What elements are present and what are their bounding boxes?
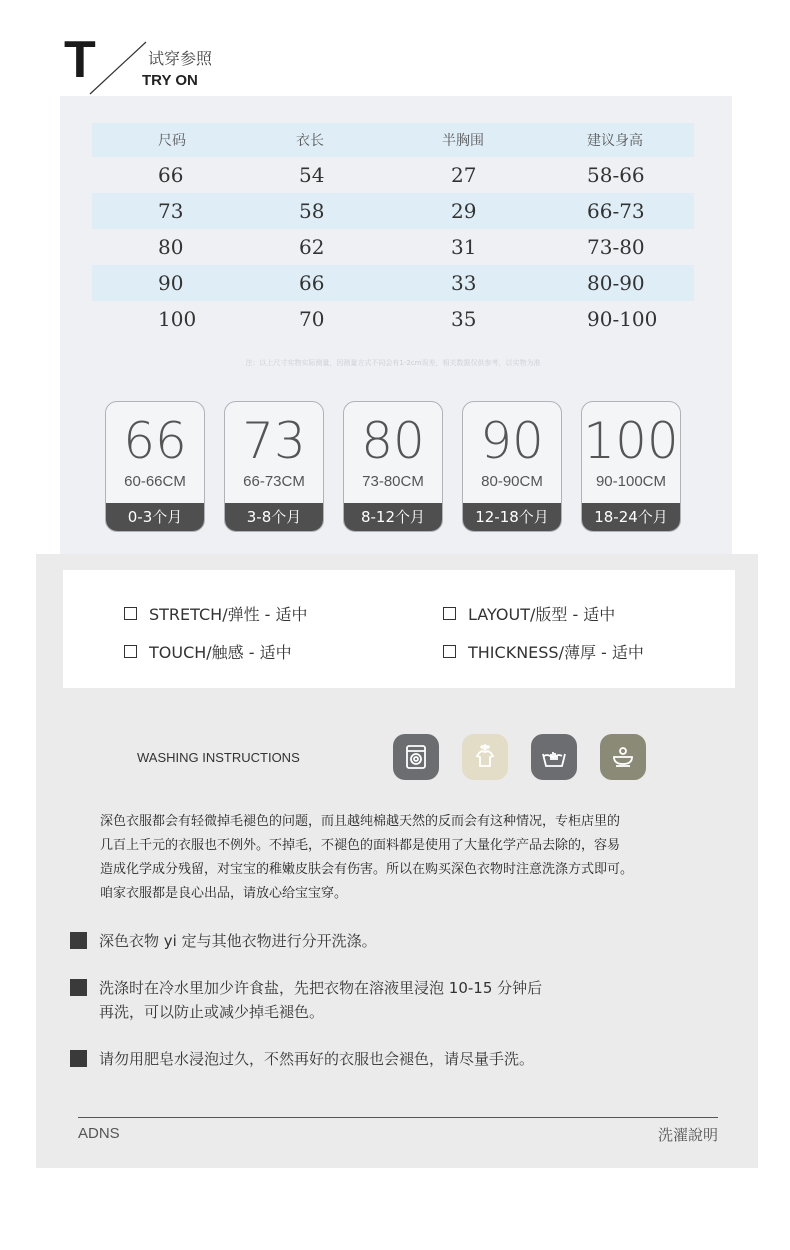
paragraph-line: 几百上千元的衣服也不例外。不掉毛，不褪色的面料都是使用了大量化学产品去除的，容易 [100,838,621,853]
card-size: 100 [583,412,679,470]
table-cell: 29 [451,199,477,223]
bullet-text: 再洗，可以防止或减少掉毛褪色。 [99,1003,325,1021]
table-cell: 62 [299,235,325,259]
card-height-range: 66-73CM [243,473,305,490]
property-stretch [124,602,308,625]
table-cell: 66 [299,271,325,295]
laundry-basin-icon [600,734,646,780]
size-card [343,401,443,532]
table-cell: 80-90 [587,271,645,295]
footer-divider [78,1117,718,1118]
column-header: 衣长 [296,133,324,149]
table-row [92,157,694,193]
column-header: 半胸围 [442,133,484,149]
bullet-square-icon [70,979,87,996]
card-age: 12-18个月 [463,503,561,531]
table-cell: 31 [451,235,477,259]
column-header: 尺码 [158,133,186,149]
shirt-wash-icon [462,734,508,780]
table-cell: 54 [299,163,325,187]
footer-brand: ADNS [78,1125,120,1142]
list-item [70,929,377,953]
column-header: 建议身高 [587,133,643,149]
hand-wash-icon [531,734,577,780]
card-height-range: 90-100CM [595,473,667,490]
properties-box [63,570,735,688]
table-cell: 58-66 [587,163,645,187]
table-cell: 33 [451,271,477,295]
card-size: 80 [361,412,425,470]
table-cell: 35 [451,307,477,331]
table-row [92,265,694,301]
checkbox-icon [443,645,456,658]
washing-machine-icon [393,734,439,780]
table-row [92,193,694,229]
bullet-square-icon [70,1050,87,1067]
table-row [92,229,694,265]
table-cell: 27 [451,163,477,187]
table-cell: 66-73 [587,199,645,223]
card-age: 8-12个月 [344,503,442,531]
property-label: THICKNESS/薄厚 - 适中 [468,643,644,662]
footer-caption: 洗濯說明 [657,1126,718,1144]
bullet-text: 请勿用肥皂水浸泡过久，不然再好的衣服也会褪色，请尽量手洗。 [99,1050,535,1068]
washing-title: WASHING INSTRUCTIONS [137,750,300,765]
property-touch [124,640,292,663]
table-cell: 100 [158,307,197,331]
property-thickness [443,640,644,663]
table-row [92,301,694,337]
card-size: 90 [480,412,544,470]
table-header-row [92,123,694,157]
size-table [92,123,694,337]
table-cell: 73 [158,199,184,223]
checkbox-icon [443,607,456,620]
table-cell: 70 [299,307,325,331]
paragraph-line: 深色衣服都会有轻微掉毛褪色的问题，而且越纯棉越天然的反而会有这种情况，专柜店里的 [100,814,621,829]
paragraph-line: 咱家衣服都是良心出品，请放心给宝宝穿。 [100,886,348,901]
measurement-note: 注：以上尺寸实物实际测量，因测量方式不同会有1-2cm误差，相关数据仅供参考，以实物为准 [245,359,541,367]
size-card [105,401,205,532]
list-item [70,1047,534,1071]
list-item [70,976,542,1024]
card-size: 73 [242,412,306,470]
property-layout [443,602,615,625]
card-age: 18-24个月 [582,503,680,531]
table-cell: 66 [158,163,184,187]
bullet-text: 洗涤时在冷水里加少许食盐，先把衣物在溶液里浸泡 10-15 分钟后 [99,979,543,997]
table-cell: 90-100 [587,307,658,331]
table-cell: 90 [158,271,184,295]
bullet-square-icon [70,932,87,949]
paragraph-line: 造成化学成分残留，对宝宝的稚嫩皮肤会有伤害。所以在购买深色衣物时注意洗涤方式即可。 [100,862,634,877]
property-label: TOUCH/触感 - 适中 [149,643,292,662]
header-title-cn: 试穿参照 [148,49,213,68]
card-size: 66 [123,412,187,470]
header-slash-divider [88,40,148,96]
header-letter: T [64,31,96,89]
size-card [462,401,562,532]
header-title-en: TRY ON [142,72,198,89]
card-height-range: 80-90CM [481,473,543,490]
checkbox-icon [124,645,137,658]
property-label: LAYOUT/版型 - 适中 [468,605,616,624]
size-card [581,401,681,532]
card-height-range: 60-66CM [124,473,186,490]
card-age: 3-8个月 [225,503,323,531]
washing-paragraph [100,810,720,906]
card-height-range: 73-80CM [362,473,424,490]
table-cell: 58 [299,199,325,223]
checkbox-icon [124,607,137,620]
table-cell: 80 [158,235,184,259]
card-age: 0-3个月 [106,503,204,531]
size-card [224,401,324,532]
property-label: STRETCH/弹性 - 适中 [149,605,308,624]
table-cell: 73-80 [587,235,645,259]
bullet-text: 深色衣物 yi 定与其他衣物进行分开洗涤。 [99,932,377,950]
